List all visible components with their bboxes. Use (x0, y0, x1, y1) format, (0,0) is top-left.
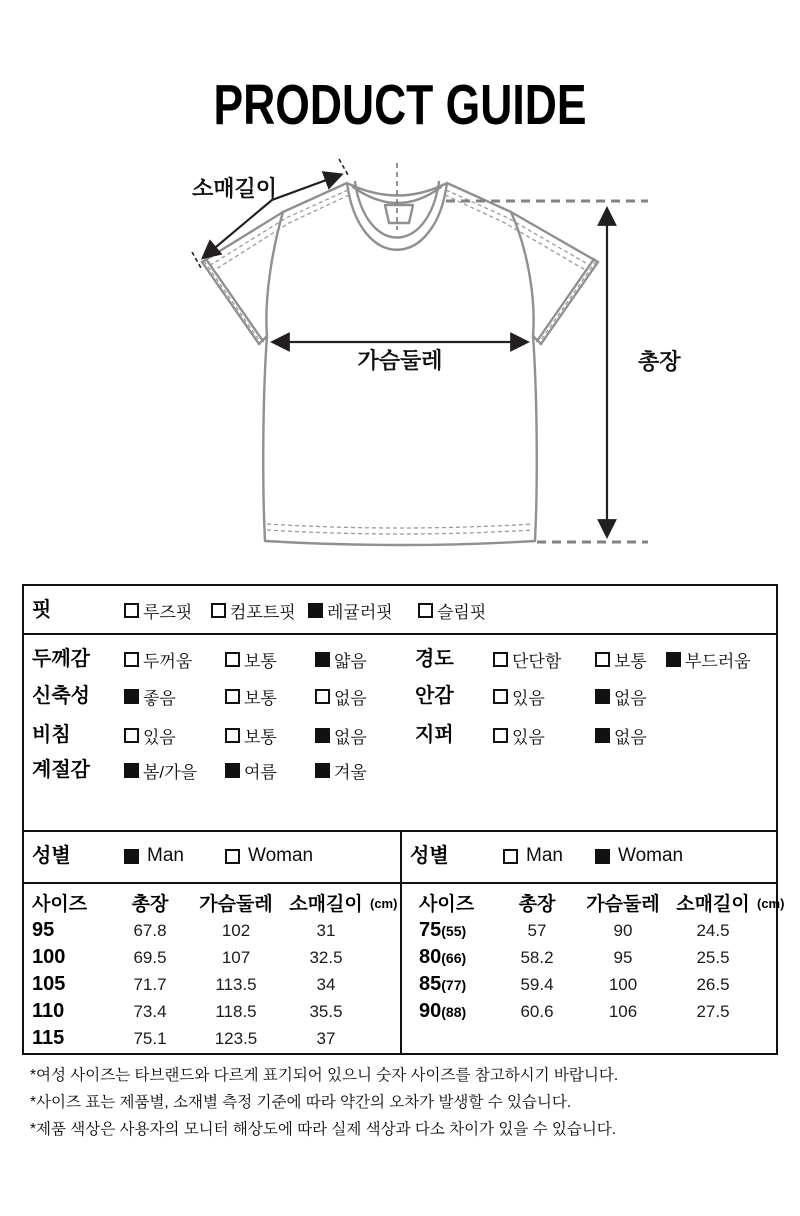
option: 겨울 (315, 756, 367, 784)
checkbox-icon (124, 763, 139, 778)
column-header: 가슴둘레 (199, 894, 273, 915)
column-header: 사이즈 (32, 894, 88, 915)
sleeve-cell: 31 (316, 921, 336, 940)
size-cell: 100 (32, 946, 66, 968)
option: 보통 (225, 682, 277, 710)
checkbox-icon (595, 728, 610, 743)
checkbox-icon (503, 849, 518, 864)
man-size-table (30, 890, 366, 1052)
chest-cell: 102 (221, 921, 251, 940)
checkbox-icon (315, 728, 330, 743)
option: 좋음 (124, 682, 176, 710)
gender-row-man (24, 842, 400, 870)
sleeve-cell: 35.5 (309, 1002, 343, 1021)
column-header: 소매길이 (676, 894, 750, 915)
option-woman: Woman (225, 842, 313, 870)
tshirt-illustration (0, 150, 800, 580)
size-cell: 95 (32, 919, 55, 941)
size-cell: 80(66) (419, 946, 467, 968)
column-header: 총장 (131, 894, 169, 915)
size-alt-label: (88) (441, 1004, 467, 1020)
checkbox-icon (225, 689, 240, 704)
checkbox-icon (225, 728, 240, 743)
checkbox-icon (124, 603, 139, 618)
length-cell: 75.1 (133, 1029, 167, 1048)
chest-cell: 118.5 (215, 1002, 257, 1021)
option: 얇음 (315, 645, 367, 673)
column-header: 총장 (518, 894, 556, 915)
option: 없음 (595, 682, 647, 710)
chest-cell: 123.5 (214, 1029, 258, 1048)
option: 봄/가을 (124, 756, 197, 784)
footnotes (30, 1062, 770, 1143)
page-title: PRODUCT GUIDE (213, 73, 587, 137)
chest-cell: 113.5 (215, 975, 257, 994)
option: 부드러움 (666, 645, 751, 673)
checkbox-icon (493, 728, 508, 743)
length-cell: 67.8 (133, 921, 167, 940)
size-cell: 105 (32, 973, 66, 995)
option: 있음 (124, 721, 176, 749)
checkbox-icon (124, 689, 139, 704)
checkbox-icon (124, 728, 139, 743)
length-cell: 58.2 (520, 948, 554, 967)
attr-label2: 지퍼 (415, 724, 454, 746)
attr-row-season (24, 756, 776, 784)
size-cell: 75(55) (419, 919, 467, 941)
chest-cell: 95 (613, 948, 633, 967)
column-header: 사이즈 (419, 894, 475, 915)
chest-cell: 90 (613, 921, 633, 940)
attr-label2: 경도 (415, 648, 454, 670)
sleeve-cell: 27.5 (696, 1002, 730, 1021)
chest-cell: 107 (221, 948, 251, 967)
sleeve-length-label: 소매길이 (192, 176, 278, 201)
attr-row-sheer (24, 721, 776, 749)
column-header: 소매길이 (289, 894, 363, 915)
checkbox-icon (493, 652, 508, 667)
checkbox-icon (315, 763, 330, 778)
option: 없음 (315, 721, 367, 749)
option-regular-fit: 레귤러핏 (308, 596, 393, 624)
length-cell: 69.5 (133, 948, 167, 967)
checkbox-icon (666, 652, 681, 667)
checkbox-icon (211, 603, 226, 618)
checkbox-icon (124, 652, 139, 667)
divider (24, 882, 776, 884)
spec-table (22, 584, 785, 1055)
length-cell: 60.6 (520, 1002, 554, 1021)
sleeve-cell: 32.5 (309, 948, 343, 967)
column-header: 가슴둘레 (586, 894, 660, 915)
chest-label: 가슴둘레 (357, 348, 443, 373)
option: 여름 (225, 756, 277, 784)
attr-label: 계절감 (32, 759, 90, 781)
checkbox-icon (493, 689, 508, 704)
footnote-line: *사이즈 표는 제품별, 소재별 측정 기준에 따라 약간의 오차가 발생할 수 있습니다. (30, 1094, 572, 1111)
checkbox-icon (225, 652, 240, 667)
option: 없음 (315, 682, 367, 710)
checkbox-icon (225, 763, 240, 778)
chest-cell: 100 (608, 975, 638, 994)
option-man: Man (124, 842, 184, 870)
sleeve-cell: 37 (316, 1029, 336, 1048)
option-comfort-fit: 컴포트핏 (211, 596, 296, 624)
option: 보통 (225, 645, 277, 673)
woman-size-table (417, 890, 753, 1025)
size-cell: 85(77) (419, 973, 467, 995)
gender-label: 성별 (410, 845, 449, 867)
size-alt-label: (77) (441, 977, 467, 993)
attr-row-thickness (24, 645, 776, 673)
option: 있음 (493, 682, 545, 710)
checkbox-icon (595, 652, 610, 667)
sleeve-cell: 34 (316, 975, 336, 994)
chest-cell: 106 (608, 1002, 638, 1021)
option-loose-fit: 루즈핏 (124, 596, 192, 624)
gender-label: 성별 (32, 845, 71, 867)
unit-label: (cm) (370, 896, 398, 911)
length-cell: 57 (527, 921, 547, 940)
checkbox-icon (225, 849, 240, 864)
checkbox-icon (595, 849, 610, 864)
checkbox-icon (308, 603, 323, 618)
attr-label: 신축성 (32, 685, 90, 707)
length-cell: 71.7 (133, 975, 167, 994)
size-alt-label: (55) (441, 923, 467, 939)
total-length-label: 총장 (638, 349, 681, 374)
option: 없음 (595, 721, 647, 749)
option: 있음 (493, 721, 545, 749)
option: 보통 (225, 721, 277, 749)
option: 두꺼움 (124, 645, 192, 673)
attr-label: 두께감 (32, 648, 90, 670)
fit-row-label: 핏 (32, 599, 52, 621)
tshirt-diagram (0, 150, 800, 580)
unit-label: (cm) (757, 896, 785, 911)
checkbox-icon (124, 849, 139, 864)
option-man: Man (503, 842, 563, 870)
size-cell: 90(88) (419, 1000, 467, 1022)
length-cell: 59.4 (520, 975, 554, 994)
gender-row-woman (402, 842, 776, 870)
footnote-line: *여성 사이즈는 타브랜드와 다르게 표기되어 있으니 숫자 사이즈를 참고하시기 바랍니다. (30, 1067, 619, 1084)
attr-label: 비침 (32, 724, 71, 746)
attr-row-stretch (24, 682, 776, 710)
size-cell: 115 (32, 1027, 65, 1049)
footnote-line: *제품 색상은 사용자의 모니터 해상도에 따라 실제 색상과 다소 차이가 있을 수 있습니다. (30, 1121, 617, 1138)
checkbox-icon (315, 652, 330, 667)
option: 단단함 (493, 645, 561, 673)
sleeve-cell: 26.5 (696, 975, 730, 994)
fit-row (24, 596, 776, 624)
option: 보통 (595, 645, 647, 673)
option-slim-fit: 슬림핏 (418, 596, 486, 624)
sleeve-cell: 24.5 (696, 921, 730, 940)
option-woman: Woman (595, 842, 683, 870)
size-cell: 110 (32, 1000, 65, 1022)
attr-label2: 안감 (415, 685, 454, 707)
checkbox-icon (418, 603, 433, 618)
sleeve-cell: 25.5 (696, 948, 730, 967)
size-alt-label: (66) (441, 950, 467, 966)
checkbox-icon (595, 689, 610, 704)
length-cell: 73.4 (133, 1002, 167, 1021)
checkbox-icon (315, 689, 330, 704)
divider (24, 633, 776, 635)
